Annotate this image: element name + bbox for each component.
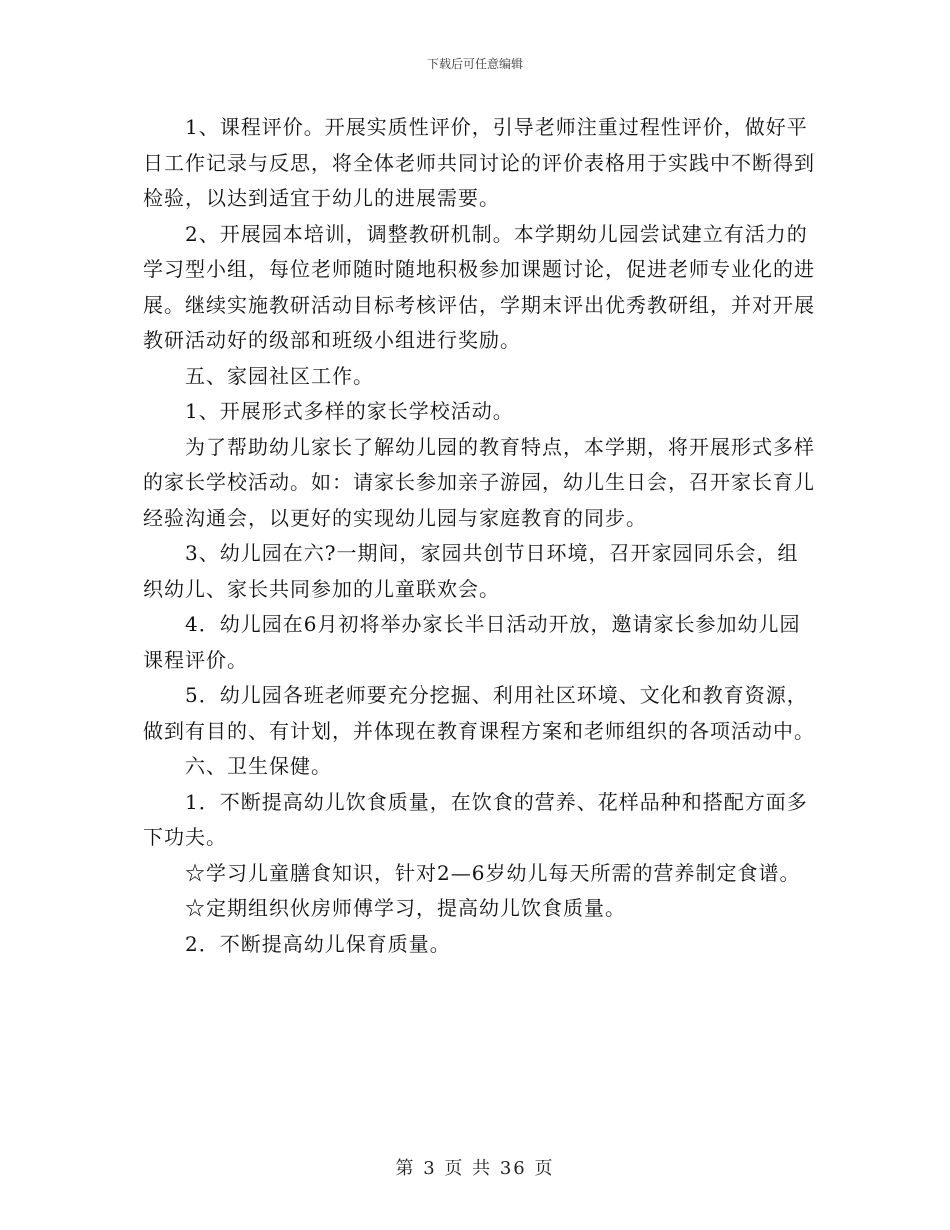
- paragraph-childrens-day: 3、幼儿园在六?一期间，家园共创节日环境，召开家园同乐会，组织幼儿、家长共同参加的儿童联欢会。: [143, 541, 799, 601]
- page-number-footer: 第 3 页 共 36 页: [395, 1158, 555, 1179]
- paragraph-diet-quality: 1．不断提高幼儿饮食质量，在饮食的营养、花样品种和搭配方面多下功夫。: [143, 789, 808, 849]
- paragraph-open-day: 4．幼儿园在6月初将举办家长半日活动开放，邀请家长参加幼儿园课程评价。: [143, 612, 801, 672]
- bullet-kitchen-training: ☆定期组织伙房师傅学习，提高幼儿饮食质量。: [185, 896, 626, 920]
- paragraph-care-quality: 2．不断提高幼儿保育质量。: [185, 931, 451, 956]
- paragraph-community-resources: 5．幼儿园各班老师要充分挖掘、利用社区环境、文化和教育资源，做到有目的、有计划，并体现在教育课程方案和老师组织的各项活动中。: [143, 683, 815, 743]
- section-heading-health-care: 六、卫生保健。: [185, 754, 332, 778]
- paragraph-parent-school-detail: 为了帮助幼儿家长了解幼儿园的教育特点，本学期，将开展形式多样的家长学校活动。如：请家长参加亲子游园，幼儿生日会，召开家长育儿经验沟通会，以更好的实现幼儿园与家庭教育的同步。: [143, 434, 815, 530]
- paragraph-parent-school-title: 1、开展形式多样的家长学校活动。: [185, 399, 514, 423]
- paragraph-course-evaluation: 1、课程评价。开展实质性评价，引导老师注重过程性评价，做好平日工作记录与反思，将全体老师共同讨论的评价表格用于实践中不断得到检验，以达到适宜于幼儿的进展需要。: [143, 115, 815, 210]
- bullet-nutrition-knowledge: ☆学习儿童膳食知识，针对2—6岁幼儿每天所需的营养制定食谱。: [185, 860, 801, 885]
- paragraph-school-training: 2、开展园本培训，调整教研机制。本学期幼儿园尝试建立有活力的学习型小组，每位老师随时随地积极参加课题讨论，促进老师专业化的进展。继续实施教研活动目标考核评估，学期末评出优秀教研组，并对开展教研活动好的级部和班级小组进行奖励。: [143, 221, 815, 352]
- document-body: [143, 110, 815, 962]
- page-header: 下载后可任意编辑: [426, 57, 523, 71]
- section-heading-home-community: 五、家园社区工作。: [185, 363, 374, 388]
